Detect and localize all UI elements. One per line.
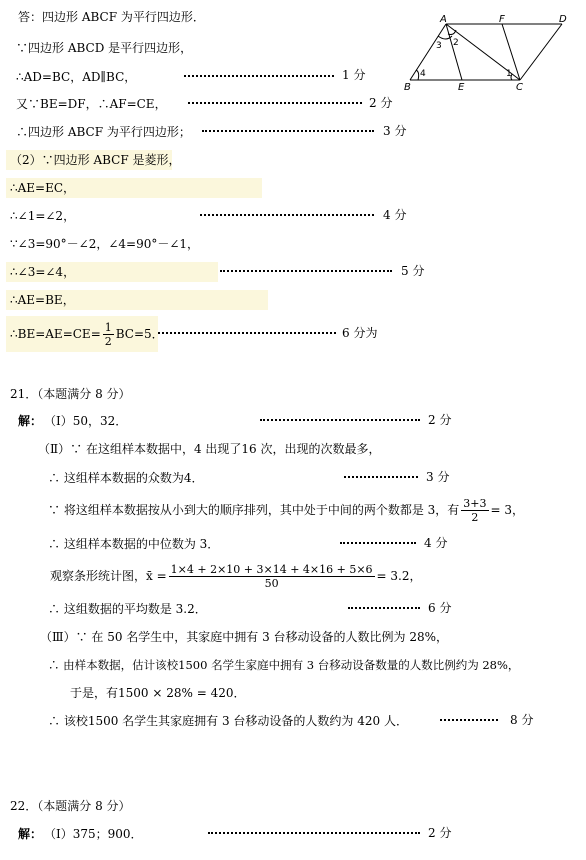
q21-part-ii-c-text: ∵ 将这组样本数据按从小到大的顺序排列，其中处于中间的两个数都是 3，有 xyxy=(48,503,460,517)
parallelogram-figure xyxy=(402,12,572,92)
label-c: C xyxy=(516,82,523,92)
q22-part-i: （Ⅰ）375；900． xyxy=(44,827,143,841)
score-dots xyxy=(200,214,374,216)
score-label: 2 分 xyxy=(369,96,393,110)
score-dots xyxy=(202,130,374,132)
q21-part-i: （Ⅰ）50，32． xyxy=(44,414,128,428)
label-f: F xyxy=(499,14,505,25)
q21-part-ii-c-tail: = 3， xyxy=(490,503,525,517)
score-label: 4 分 xyxy=(424,536,448,550)
fraction-denominator: 2 xyxy=(104,335,112,348)
score-label: 3 分 xyxy=(383,124,407,138)
score-label: 6 分为 xyxy=(342,326,378,340)
score-label: 6 分 xyxy=(428,601,452,615)
fraction-numerator: 3+3 xyxy=(463,497,487,510)
q22-jie: 解： xyxy=(18,827,43,841)
q21-part-ii-e-text: 观察条形统计图，x̄ = xyxy=(50,569,167,583)
answer-line-5: ∴四边形 ABCF 为平行四边形； xyxy=(16,125,191,139)
label-e: E xyxy=(458,82,465,92)
score-dots xyxy=(340,542,416,544)
score-label: 8 分 xyxy=(510,713,534,727)
answer-line-4: 又∵BE=DF，∴AF=CE， xyxy=(16,97,167,111)
score-label: 4 分 xyxy=(383,208,407,222)
score-dots xyxy=(260,419,420,421)
answer-line-1: 答：四边形 ABCF 为平行四边形． xyxy=(18,10,205,24)
score-dots xyxy=(348,607,420,609)
answer-line-8: ∴∠1=∠2， xyxy=(10,209,76,223)
label-d: D xyxy=(559,14,567,25)
q21-jie: 解： xyxy=(18,414,43,428)
q21-part-ii-d: ∴ 这组样本数据的中位数为 3． xyxy=(48,537,220,551)
score-dots xyxy=(220,270,392,272)
answer-line-9: ∵∠3=90°－∠2，∠4=90°－∠1， xyxy=(10,237,200,251)
q21-part-iii-a: （Ⅲ）∵ 在 50 名学生中，其家庭中拥有 3 台移动设备的人数比例为 28%， xyxy=(40,630,449,644)
q21-part-iii-c: 于是，有1500 × 28% = 420． xyxy=(70,686,246,700)
answer-line-2: ∵四边形 ABCD 是平行四边形， xyxy=(16,41,193,55)
q21-part-iii-b: ∴ 由样本数据，估计该校1500 名学生家庭中拥有 3 台移动设备数量的人数比例约为 28%， xyxy=(48,658,520,672)
answer-line-12-text: ∴BE=AE=CE= xyxy=(10,327,101,341)
score-dots xyxy=(158,332,336,334)
score-label: 2 分 xyxy=(428,826,452,840)
score-label: 1 分 xyxy=(342,68,366,82)
q21-part-iii-d: ∴ 该校1500 名学生其家庭拥有 3 台移动设备的人数约为 420 人． xyxy=(48,714,408,728)
q21-part-ii-b: ∴ 这组样本数据的众数为4． xyxy=(48,471,204,485)
q21-part-ii-e-tail: = 3.2， xyxy=(376,569,422,583)
q21-title: 21．（本题满分 8 分） xyxy=(10,387,131,401)
score-dots xyxy=(184,75,334,77)
score-dots xyxy=(208,832,420,834)
fraction-numerator: 1 xyxy=(104,321,112,334)
score-label: 5 分 xyxy=(401,264,425,278)
answer-line-12-tail: BC=5． xyxy=(115,327,164,341)
fraction-median xyxy=(461,497,488,524)
score-dots xyxy=(344,476,418,478)
label-a: A xyxy=(440,14,447,25)
score-dots xyxy=(440,719,498,721)
answer-line-3: ∴AD=BC，AD∥BC， xyxy=(16,70,137,84)
score-label: 3 分 xyxy=(426,470,450,484)
answer-line-10: ∴∠3=∠4， xyxy=(10,265,76,279)
angle-label-1: 1 xyxy=(506,69,512,79)
fraction-denominator: 2 xyxy=(471,511,479,524)
fraction-numerator: 1×4 + 2×10 + 3×14 + 4×16 + 5×6 xyxy=(170,563,373,576)
score-dots xyxy=(188,102,362,104)
answer-line-6: （2）∵四边形 ABCF 是菱形， xyxy=(10,153,181,167)
angle-label-2: 2 xyxy=(453,38,459,48)
fraction-denominator: 50 xyxy=(264,577,279,590)
answer-line-7: ∴AE=EC， xyxy=(10,181,76,195)
q21-part-ii-c xyxy=(48,494,524,526)
q22-title: 22．（本题满分 8 分） xyxy=(10,799,131,813)
score-label: 2 分 xyxy=(428,413,452,427)
fraction-mean xyxy=(169,563,375,590)
answer-line-12 xyxy=(10,318,164,350)
q21-part-ii-f: ∴ 这组数据的平均数是 3.2． xyxy=(48,602,207,616)
angle-label-4: 4 xyxy=(420,69,426,79)
answer-line-11: ∴AE=BE， xyxy=(10,293,75,307)
label-b: B xyxy=(404,82,411,92)
q21-part-ii-e xyxy=(50,560,422,592)
angle-label-3: 3 xyxy=(436,41,442,51)
q21-part-ii-a: （Ⅱ）∵ 在这组样本数据中，4 出现了16 次，出现的次数最多， xyxy=(38,442,381,456)
fraction-half xyxy=(103,321,114,348)
